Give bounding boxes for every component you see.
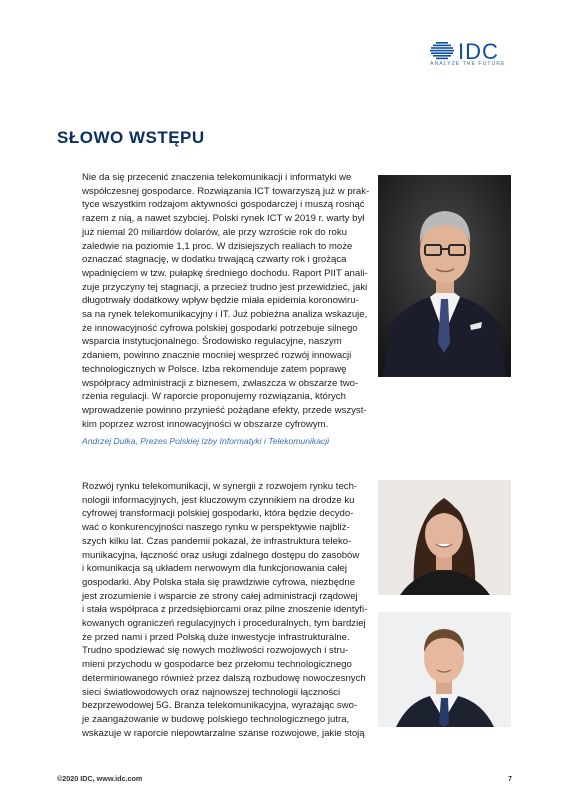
footer-copyright: ©2020 IDC, www.idc.com [57,774,143,783]
text-line: bezprzewodowej 5G. Branża telekomunikacyjna, wyrażając swo- [82,700,358,712]
text-line: zuje przyczyny tej stagnacji, a przecież trudno jest przewidzieć, jaki [82,281,368,293]
portrait-image [378,612,511,727]
text-line: że innowacyjność cyfrowa polskiej gospodarki potrzebuje silnego [82,322,358,334]
portrait-image [378,175,511,377]
globe-icon [430,42,454,60]
text-line: już niemal 20 miliardów dolarów, ale przy wzroście rok do roku [82,226,348,238]
text-line: kowanych ograniczeń regulacyjnych i proceduralnych, tym bardziej [82,618,366,630]
text-line: wsparcia instytucjonalnego. Środowisko regulacyjne, naszym [82,336,342,348]
text-line: współczesnej gospodarce. Rozwiązania ICT towarzyszą już w prak- [82,185,370,197]
text-line: wać o konkurencyjności naszego rynku w perspektywie najbliż- [82,522,350,534]
text-line: wpadnięciem w tzw. pułapkę średniego dochodu. Raport PIIT anali- [82,267,368,279]
intro-paragraph [82,171,370,431]
text-line: razem z nią, a nawet szybciej. Polski rynek ICT w 2019 r. warty był [82,213,365,225]
portrait-photo-author [378,175,511,377]
text-line: i stała współpraca z przedsiębiorcami oraz pilne znoszenie identyfi- [82,604,368,616]
text-line: zaledwie na poziomie 1,1 proc. W dzisiejszych realiach to może [82,240,353,252]
author-attribution: Andrzej Dulka, Prezes Polskiej Izby Informatyki i Telekomunikacji [82,436,330,446]
text-line: determinowanego również przez dalszą rozbudowę nowoczesnych [82,672,366,684]
text-line: że przed nami i przed Polską duże inwestycje infrastrukturalne. [82,631,350,643]
text-line: sa na rynek telekomunikacyjny i IT. Już pobieżna analiza wskazuje, [82,309,368,321]
text-line: wskazuje w raporcie niepowtarzalne szanse rozwojowe, jakie stoją [82,727,365,739]
portrait-photo-second [378,480,511,595]
portrait-photo-third [378,612,511,727]
portrait-image [378,480,511,595]
text-line: gospodarki. Aby Polska stała się prawdziwie cyfrowa, niezbędne [82,576,356,588]
text-line: Trudno spodziewać się nowych możliwości rozwojowych i stru- [82,645,349,657]
text-line: długotrwały dodatkowy wpływ będzie miała epidemia koronowiru- [82,295,359,307]
text-line: munikacyjna, łączność oraz usługi zdalnego dostępu do zasobów [82,549,360,561]
text-line: rzenia regulacji. W raporcie proponujemy rozwiązania, których [82,391,346,403]
text-line: mieni przychodu w gospodarce bez przełomu technologicznego [82,659,352,671]
text-line: nologii informacyjnych, jest kluczowym czynnikiem na drodze ku [82,494,355,506]
text-line: Rozwój rynku telekomunikacji, w synergii z rozwojem rynku tech- [82,481,358,492]
page-title: SŁOWO WSTĘPU [57,128,205,147]
idc-logo [430,40,530,70]
logo-wordmark: IDC [458,39,499,64]
text-line: sieci światłowodowych oraz najnowszej technologii łączności [82,686,341,698]
text-line: oznaczać stagnację, w dodatku trwającą czwarty rok i grożąca [82,254,347,266]
text-line: technologicznych w Polsce. Izba rekomenduje zatem poprawę [82,363,347,375]
text-line: tyce wszystkim rodzajom aktywności gospodarczej i muszą rosnąć [82,199,365,211]
second-paragraph [82,480,368,740]
text-line: jest zrozumienie i wsparcie ze strony całej administracji rządowej [82,590,358,602]
page-number: 7 [508,774,512,783]
text-line: współpracy administracji z biznesem, zwłaszcza w obszarze two- [82,377,359,389]
text-line: Nie da się przecenić znaczenia telekomunikacji i informatyki we [82,172,352,183]
text-line: wprowadzenie powinno przynieść pożądane efekty, przede wszyst- [82,404,367,416]
text-line: cyfrowej transformacji polskiej gospodarki, która będzie decydo- [82,508,354,520]
text-line: i komunikacja są układem nerwowym dla funkcjonowania całej [82,563,348,575]
text-line: kim poprzez wzrost innowacyjności w obszarze cyfrowym. [82,418,329,430]
text-line: szych kilku lat. Czas pandemii pokazał, że infrastruktura teleko- [82,535,352,547]
text-line: je zaangażowanie w budowę polskiego technologicznego jutra, [82,713,350,725]
logo-tagline: ANALYZE THE FUTURE [430,61,506,67]
text-line: zdaniem, powinno znacznie mocniej wesprzeć rozwój innowacji [82,350,352,362]
